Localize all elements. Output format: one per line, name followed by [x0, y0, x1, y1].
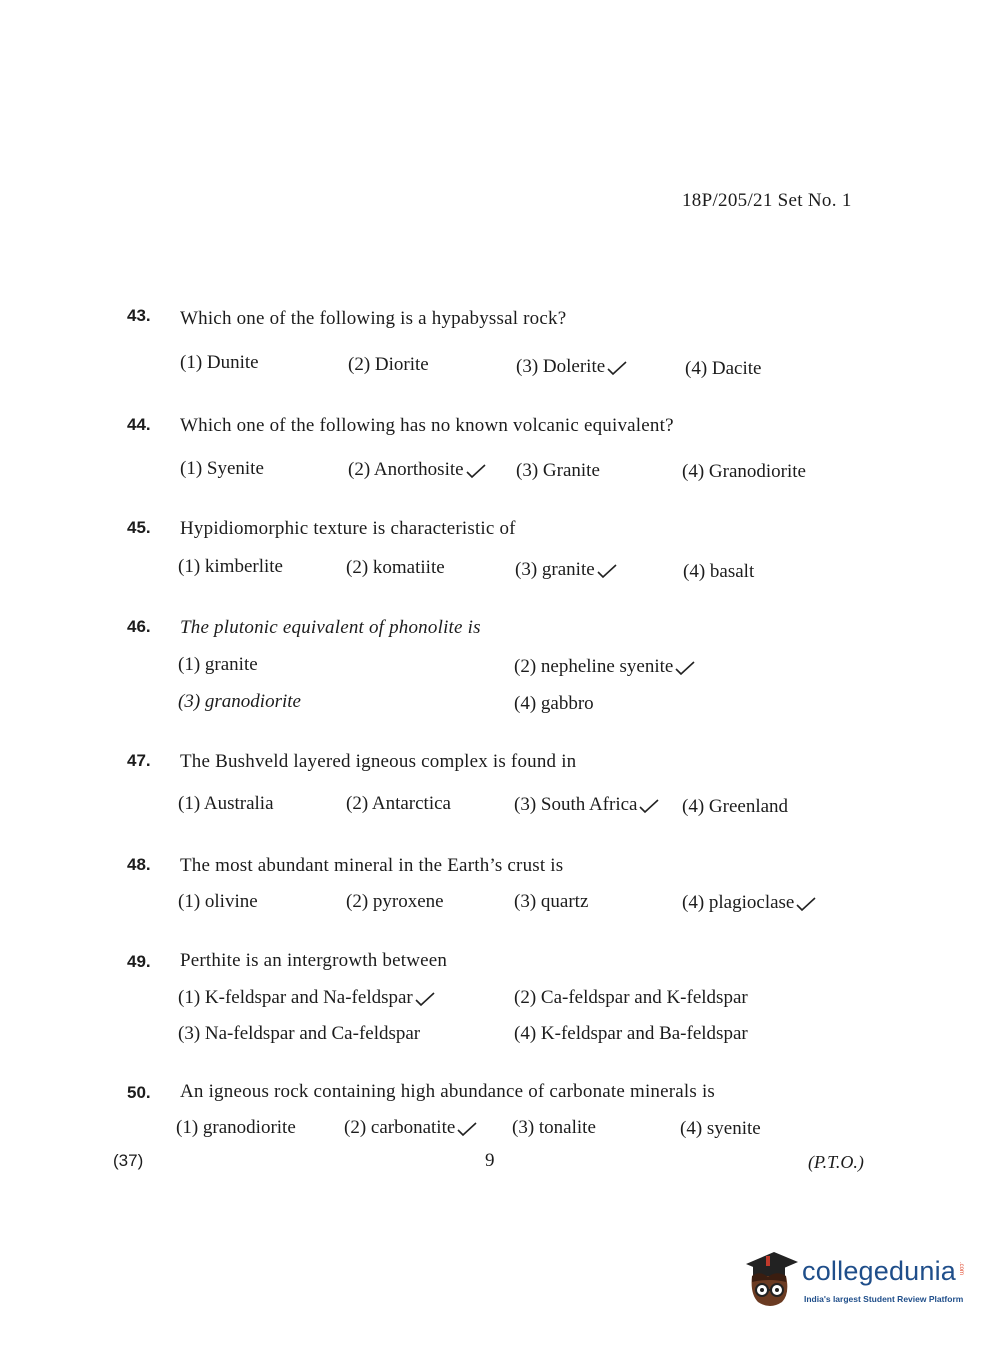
tick-mark-icon — [606, 360, 628, 376]
tick-mark-icon — [795, 896, 817, 912]
question-text: An igneous rock containing high abundance of carbonate minerals is — [180, 1081, 716, 1102]
pto-label: (P.T.O.) — [808, 1152, 864, 1172]
question-number: 43. — [127, 306, 151, 325]
option-4: (4) Dacite — [685, 358, 762, 379]
page-number: 9 — [485, 1150, 495, 1171]
option-4: (4) basalt — [683, 561, 755, 582]
option-4: (4) Greenland — [682, 796, 789, 817]
question-text: Which one of the following has no known volcanic equivalent? — [180, 415, 674, 436]
mascot-icon — [740, 1250, 800, 1312]
option-2: (2) Antarctica — [346, 793, 451, 814]
logo-domain-suffix: .com — [958, 1262, 964, 1276]
tick-mark-icon — [456, 1121, 478, 1137]
option-3: (3) tonalite — [512, 1117, 596, 1138]
option-1: (1) Syenite — [180, 458, 264, 479]
option-3: (3) Dolerite — [516, 356, 628, 378]
option-4: (4) plagioclase — [682, 892, 817, 914]
option-3: (3) South Africa — [514, 794, 660, 816]
option-2: (2) Ca-feldspar and K-feldspar — [514, 987, 748, 1008]
question-text: Perthite is an intergrowth between — [180, 950, 448, 971]
question-number: 50. — [127, 1083, 151, 1102]
option-4: (4) gabbro — [514, 693, 594, 714]
question-number: 47. — [127, 751, 151, 770]
tick-mark-icon — [638, 798, 660, 814]
question-number: 46. — [127, 617, 151, 636]
tick-mark-icon — [596, 563, 618, 579]
option-1: (1) granodiorite — [176, 1117, 296, 1138]
option-3: (3) Na-feldspar and Ca-feldspar — [178, 1023, 421, 1044]
question-number: 49. — [127, 952, 151, 971]
option-1: (1) granite — [178, 654, 258, 675]
option-1: (1) K-feldspar and Na-feldspar — [178, 987, 436, 1009]
logo-tagline: India's largest Student Review Platform — [804, 1294, 964, 1304]
tick-mark-icon — [414, 991, 436, 1007]
question-number: 44. — [127, 415, 151, 434]
paper-code: 18P/205/21 Set No. 1 — [682, 190, 852, 211]
option-3: (3) granodiorite — [178, 691, 301, 712]
option-3: (3) Granite — [516, 460, 600, 481]
question-text: The Bushveld layered igneous complex is found in — [180, 751, 577, 772]
option-4: (4) syenite — [680, 1118, 761, 1139]
option-2: (2) Diorite — [348, 354, 429, 375]
question-text: The most abundant mineral in the Earth’s crust is — [180, 855, 564, 876]
tick-mark-icon — [674, 660, 696, 676]
question-number: 45. — [127, 518, 151, 537]
question-text: Which one of the following is a hypabyssal rock? — [180, 308, 567, 329]
option-3: (3) granite — [515, 559, 618, 581]
option-3: (3) quartz — [514, 891, 589, 912]
option-2: (2) nepheline syenite — [514, 656, 696, 678]
tick-mark-icon — [465, 463, 487, 479]
option-1: (1) Australia — [178, 793, 274, 814]
option-2: (2) komatiite — [346, 557, 445, 578]
booklet-code: (37) — [113, 1151, 144, 1170]
option-4: (4) K-feldspar and Ba-feldspar — [514, 1023, 748, 1044]
collegedunia-logo — [740, 1250, 970, 1312]
option-2: (2) Anorthosite — [348, 459, 487, 481]
logo-name: collegedunia — [802, 1256, 957, 1286]
option-1: (1) kimberlite — [178, 556, 283, 577]
option-1: (1) olivine — [178, 891, 258, 912]
option-4: (4) Granodiorite — [682, 461, 806, 482]
question-text: Hypidiomorphic texture is characteristic of — [180, 518, 516, 539]
question-number: 48. — [127, 855, 151, 874]
option-2: (2) pyroxene — [346, 891, 444, 912]
option-1: (1) Dunite — [180, 352, 259, 373]
option-2: (2) carbonatite — [344, 1117, 478, 1139]
question-text: The plutonic equivalent of phonolite is — [180, 617, 481, 638]
